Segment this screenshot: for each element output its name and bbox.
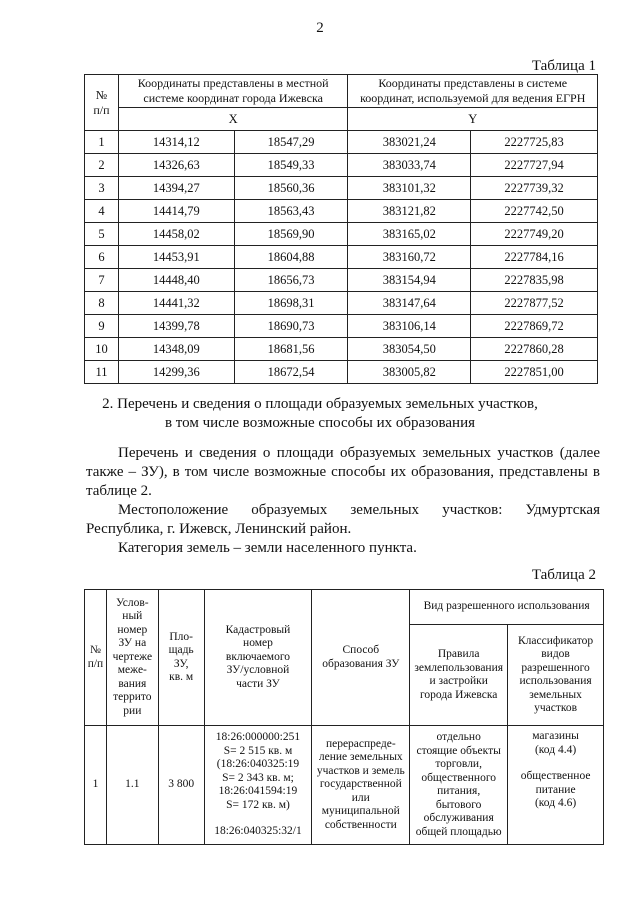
t2-header-line: Пло- — [169, 630, 193, 643]
table-row — [85, 177, 598, 200]
t2-cell-line: магазины — [532, 730, 579, 742]
t2-row-rules — [410, 726, 508, 845]
coordinate-cell: 18604,88 — [234, 246, 348, 269]
coordinate-cell: 383101,32 — [348, 177, 471, 200]
t2-header-line: части ЗУ — [236, 677, 280, 690]
t2-cell-line: собственности — [324, 818, 397, 831]
t2-header-line: террито — [113, 691, 152, 704]
t2-header-line: Правила — [437, 648, 480, 660]
coordinate-cell: 14326,63 — [118, 154, 234, 177]
row-number-cell: 10 — [85, 338, 119, 361]
t2-row-number: 1 — [85, 726, 107, 845]
t2-cell-line: общественное — [520, 770, 591, 782]
t2-cell-line: 18:26:041594:19 — [218, 785, 298, 798]
table-row — [85, 292, 598, 315]
coordinate-cell: 18681,56 — [234, 338, 348, 361]
header-number — [85, 75, 119, 131]
t2-header-line: использования — [519, 675, 592, 687]
t2-header-line: Классификатор — [518, 634, 594, 647]
row-number-cell: 6 — [85, 246, 119, 269]
t2-header-line: земельных — [529, 688, 582, 701]
coordinate-cell: 18569,90 — [234, 223, 348, 246]
t2-row-area: 3 800 — [158, 726, 204, 845]
header-number-line: № — [95, 87, 108, 102]
row-number-cell: 7 — [85, 269, 119, 292]
coordinate-cell: 14348,09 — [118, 338, 234, 361]
t2-cell-line: (18:26:040325:19 — [216, 758, 300, 771]
t2-cell-line: S= 172 кв. м) — [226, 798, 290, 811]
t2-cell-line: общей площадью — [415, 825, 502, 838]
coordinate-cell: 383106,14 — [348, 315, 471, 338]
table-row — [85, 361, 598, 384]
coordinate-cell: 18547,29 — [234, 131, 348, 154]
coordinate-cell: 383121,82 — [348, 200, 471, 223]
table-row — [85, 200, 598, 223]
t2-row-classifier — [508, 726, 604, 845]
coordinate-cell: 14453,91 — [118, 246, 234, 269]
table-row — [85, 223, 598, 246]
t2-header-line: Услов- — [116, 596, 149, 609]
t2-header-line: землепользования — [414, 661, 504, 674]
t2-header-line: щадь — [168, 644, 194, 656]
t2-row-conditional-number: 1.1 — [106, 726, 158, 845]
paragraph-line: Перечень и сведения о площади образуемых земельных участков (далее — [118, 445, 600, 461]
coordinate-cell: 383147,64 — [348, 292, 471, 315]
coordinate-cell: 2227877,52 — [471, 292, 598, 315]
t2-header-line: города Ижевска — [419, 688, 498, 701]
t2-header-line: кв. м — [169, 671, 194, 683]
t2-header-line: ЗУ, — [173, 657, 189, 670]
coordinate-cell: 383165,02 — [348, 223, 471, 246]
row-number-cell: 3 — [85, 177, 119, 200]
t2-header-line: чертеже — [112, 650, 153, 663]
t2-header-line: номер — [117, 623, 148, 636]
t2-header-line: видов — [541, 648, 570, 660]
coordinate-cell: 18549,33 — [234, 154, 348, 177]
t2-header-cadastral — [204, 590, 312, 726]
header-y: Y — [348, 108, 598, 131]
t2-cell-line: государственной — [319, 778, 402, 791]
coordinate-cell: 14458,02 — [118, 223, 234, 246]
t2-header-rules — [410, 625, 508, 726]
t2-cell-line: S= 2 343 кв. м; — [222, 771, 294, 784]
t2-cell-line: (код 4.6) — [534, 797, 577, 809]
row-number-cell: 1 — [85, 131, 119, 154]
paragraph-table-reference — [86, 444, 600, 501]
row-number-cell: 9 — [85, 315, 119, 338]
coordinate-cell: 2227784,16 — [471, 246, 598, 269]
t2-row-method — [312, 726, 410, 845]
coordinate-cell: 383160,72 — [348, 246, 471, 269]
coordinate-cell: 14299,36 — [118, 361, 234, 384]
coordinate-cell: 2227869,72 — [471, 315, 598, 338]
coordinate-cell: 18698,31 — [234, 292, 348, 315]
t2-header-usage: Вид разрешенного использования — [410, 590, 604, 625]
t2-cell-line: питания, — [437, 785, 481, 797]
header-egrn-line: Координаты представлены в системе — [378, 76, 568, 90]
t2-row-cadastral — [204, 726, 312, 845]
page-number: 2 — [316, 20, 324, 36]
t2-header-line: ЗУ на — [118, 637, 147, 650]
t2-header-number-line: № — [89, 644, 101, 656]
t2-cell-line: ление земельных — [318, 751, 403, 764]
t2-header-area — [158, 590, 204, 726]
t2-cell-line: отдельно — [436, 731, 481, 743]
t2-header-classifier — [508, 625, 604, 726]
coordinate-cell: 2227835,98 — [471, 269, 598, 292]
header-x: X — [118, 108, 348, 131]
t2-cell-line: торговли, — [435, 758, 482, 770]
table-row — [85, 154, 598, 177]
section-2-heading-line: 2. Перечень и сведения о площади образуемых земельных участков, — [102, 396, 538, 412]
t2-header-line: ный — [122, 610, 143, 623]
section-2-heading-line: в том числе возможные способы их образования — [164, 415, 476, 431]
t2-header-line: участков — [534, 702, 578, 714]
t2-cell-line: 18:26:000000:251 — [215, 731, 301, 744]
t2-cell-line: (код 4.4) — [534, 743, 577, 756]
coordinate-cell: 18563,43 — [234, 200, 348, 223]
coordinate-cell: 18560,36 — [234, 177, 348, 200]
t2-header-line: меже- — [117, 664, 147, 677]
table-row — [85, 269, 598, 292]
coordinate-cell: 383054,50 — [348, 338, 471, 361]
paragraph-line: таблице 2. — [86, 483, 152, 499]
header-egrn-line: координат, используемой для ведения ЕГРН — [360, 91, 586, 105]
coordinate-cell: 18656,73 — [234, 269, 348, 292]
t2-cell-line: общественного — [421, 771, 497, 784]
coordinate-cell: 14414,79 — [118, 200, 234, 223]
t2-header-line: вания — [118, 677, 147, 690]
coordinate-cell: 14399,78 — [118, 315, 234, 338]
t2-cell-line: или — [351, 791, 370, 804]
paragraph-location — [86, 501, 600, 539]
land-plots-table — [84, 589, 604, 845]
t2-header-line: разрешенного — [521, 661, 590, 674]
t2-cell-line: перераспреде- — [325, 737, 396, 750]
coordinate-cell: 383021,24 — [348, 131, 471, 154]
header-egrn-system — [348, 75, 598, 108]
coordinate-cell: 14441,32 — [118, 292, 234, 315]
t2-cell-line — [508, 757, 603, 770]
coordinate-cell: 14394,27 — [118, 177, 234, 200]
paragraph-line: также – ЗУ), в том числе возможные способы их образования, представлены в — [86, 464, 600, 480]
t2-header-number — [85, 590, 107, 726]
coordinate-cell: 383154,94 — [348, 269, 471, 292]
t2-cell-line: питание — [535, 783, 576, 796]
header-local-line: системе координат города Ижевска — [143, 91, 323, 105]
t2-cell-line — [205, 812, 312, 825]
coordinate-cell: 18672,54 — [234, 361, 348, 384]
t2-header-line: Способ — [342, 644, 380, 656]
coordinate-cell: 383005,82 — [348, 361, 471, 384]
t2-cell-line: бытового — [435, 798, 482, 811]
t2-cell-line: участков и земель — [316, 764, 405, 777]
table-row — [85, 315, 598, 338]
coordinate-cell: 2227742,50 — [471, 200, 598, 223]
coordinate-cell: 2227725,83 — [471, 131, 598, 154]
paragraph-line: Местоположение образуемых земельных участков: Удмуртская — [118, 502, 600, 518]
t2-header-line: и застройки — [429, 675, 488, 687]
t2-header-line: номер — [243, 637, 273, 650]
row-number-cell: 5 — [85, 223, 119, 246]
coordinate-cell: 2227739,32 — [471, 177, 598, 200]
coordinate-cell: 18690,73 — [234, 315, 348, 338]
table-1-caption: Таблица 1 — [531, 58, 596, 74]
t2-header-line: включаемого — [225, 650, 291, 663]
t2-header-conditional-number — [106, 590, 158, 726]
paragraph-line: Республика, г. Ижевск, Ленинский район. — [86, 521, 352, 537]
table-row — [85, 131, 598, 154]
coordinate-cell: 14314,12 — [118, 131, 234, 154]
t2-cell-line: S= 2 515 кв. м — [223, 744, 293, 757]
table-row — [85, 246, 598, 269]
t2-cell-line: стоящие объекты — [416, 744, 501, 757]
row-number-cell: 11 — [85, 361, 119, 384]
row-number-cell: 4 — [85, 200, 119, 223]
t2-header-line: рии — [123, 704, 142, 717]
coordinates-table — [84, 74, 598, 384]
coordinate-cell: 14448,40 — [118, 269, 234, 292]
paragraph-land-category: Категория земель – земли населенного пункта. — [118, 540, 417, 556]
table-row — [85, 338, 598, 361]
row-number-cell: 2 — [85, 154, 119, 177]
t2-header-line: ЗУ/условной — [226, 664, 290, 677]
t2-header-method — [312, 590, 410, 726]
t2-header-line: образования ЗУ — [322, 657, 400, 670]
header-number-line: п/п — [93, 102, 110, 117]
coordinates-table-body — [85, 131, 598, 384]
row-number-cell: 8 — [85, 292, 119, 315]
t2-header-number-line: п/п — [87, 657, 104, 670]
t2-cell-line: 18:26:040325:32/1 — [214, 825, 302, 838]
t2-cell-line: обслуживания — [423, 812, 494, 824]
coordinate-cell: 383033,74 — [348, 154, 471, 177]
header-local-line: Координаты представлены в местной — [137, 76, 329, 90]
t2-header-line: Кадастровый — [225, 623, 291, 636]
table-2-caption: Таблица 2 — [531, 567, 596, 583]
header-local-system — [118, 75, 348, 108]
section-2-heading — [0, 395, 640, 433]
coordinate-cell: 2227851,00 — [471, 361, 598, 384]
coordinate-cell: 2227749,20 — [471, 223, 598, 246]
coordinate-cell: 2227860,28 — [471, 338, 598, 361]
t2-cell-line: муниципальной — [321, 805, 400, 818]
coordinate-cell: 2227727,94 — [471, 154, 598, 177]
